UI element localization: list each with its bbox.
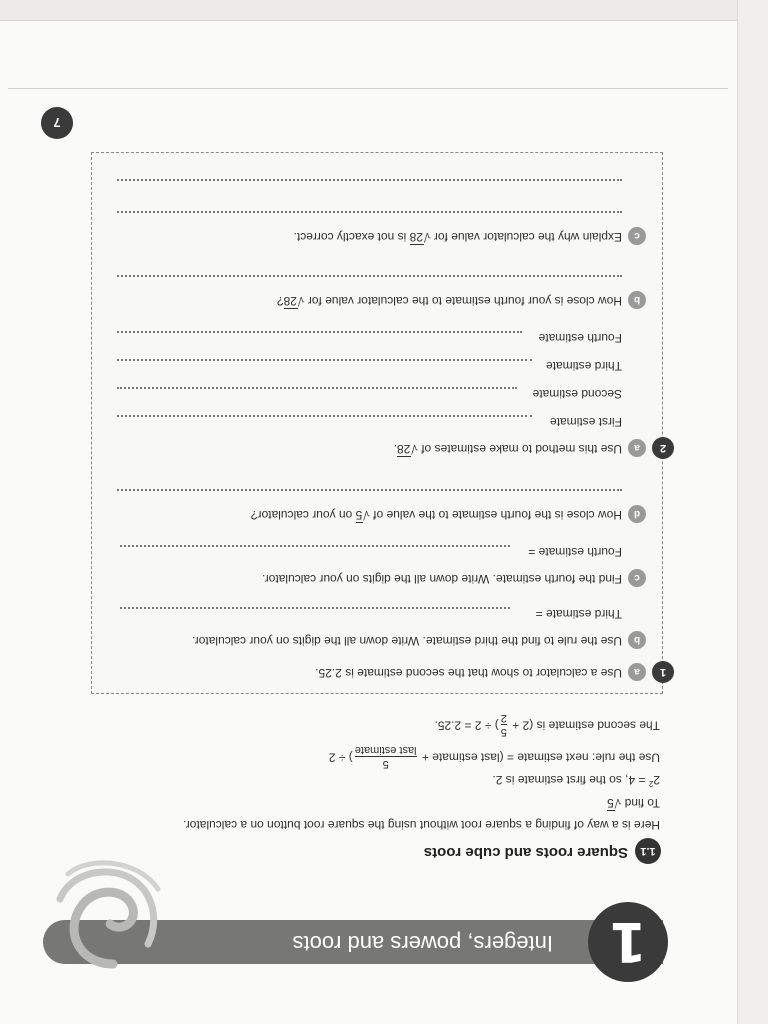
q1b-answer-label: Third estimate =	[535, 607, 622, 621]
q2b-pre: How close is your fourth estimate to the calculator value for	[304, 294, 622, 308]
question-1-badge: 1	[652, 661, 674, 683]
section-number-badge: 1.1	[635, 838, 661, 864]
q2a-badge: a	[628, 439, 646, 457]
exercise-box	[91, 152, 667, 694]
second-fraction	[501, 711, 507, 738]
rule-close: ) ÷ 2	[328, 750, 353, 765]
q1c-text: Find the fourth estimate. Write down all the digits on your calculator.	[262, 572, 622, 586]
fourth-estimate-label: Fourth estimate	[538, 331, 622, 345]
rule-line	[329, 743, 660, 770]
q1d-answer-line[interactable]	[117, 489, 622, 491]
first-est-power: 2	[648, 779, 654, 788]
q1c-badge: c	[628, 569, 646, 587]
swirl-decoration-icon	[48, 854, 178, 984]
section-title: Square roots and cube roots	[423, 844, 628, 861]
radical-sign: √	[423, 230, 431, 244]
radical-sign: √	[614, 796, 622, 810]
q2a-text	[394, 442, 622, 456]
radical-sign: √	[363, 508, 370, 522]
radical-sign: √	[411, 442, 418, 456]
radical-sign: √	[297, 294, 305, 308]
q1c-answer-line[interactable]	[120, 545, 510, 547]
rule-numerator: 5	[355, 756, 417, 770]
q1b-badge: b	[628, 631, 646, 649]
q2a-root: 28	[396, 442, 411, 456]
second-estimate-line[interactable]	[117, 387, 517, 389]
intro-line: Here is a way of finding a square root without using the square root button on a calculator.	[183, 818, 660, 832]
footer-rule	[8, 88, 728, 89]
second-estimate-line	[434, 711, 660, 738]
q1d-root: 5	[355, 508, 363, 522]
second-estimate-label: Second estimate	[532, 387, 622, 401]
first-est-base: 2	[653, 773, 660, 787]
second-open: (2 +	[508, 718, 534, 733]
third-estimate-label: Third estimate	[545, 359, 622, 373]
fourth-estimate-line[interactable]	[117, 331, 522, 333]
q2a-post: .	[393, 442, 397, 456]
first-estimate-line	[492, 773, 660, 788]
q2c-post: is not exactly correct.	[293, 230, 410, 244]
q1d-post: on your calculator?	[250, 508, 356, 522]
first-estimate-line[interactable]	[117, 415, 532, 417]
q2c-answer-line-2[interactable]	[117, 179, 622, 181]
q2a-pre: Use this method to make estimates of	[417, 442, 622, 456]
q2c-pre: Explain why the calculator value for	[430, 230, 622, 244]
q1d-badge: d	[628, 505, 646, 523]
q2b-text	[277, 294, 622, 308]
second-denominator: 2	[500, 712, 507, 724]
q1b-text: Use the rule to find the third estimate. Write down all the digits on your calculator.	[192, 634, 622, 648]
q2b-root: 28	[283, 294, 297, 308]
find-root-line	[607, 796, 660, 810]
find-prefix: To find	[621, 796, 660, 810]
q2c-root: 28	[409, 230, 423, 244]
q1d-text	[251, 508, 622, 522]
second-prefix: The second estimate is	[533, 718, 660, 733]
second-numerator: 5	[500, 726, 507, 738]
q1c-answer-label: Fourth estimate =	[528, 545, 622, 559]
q2c-text	[294, 230, 622, 244]
question-2-badge: 2	[652, 437, 674, 459]
rule-denominator: last estimate	[354, 744, 417, 756]
rule-fraction	[355, 743, 417, 770]
q2c-badge: c	[628, 227, 646, 245]
find-root-value: 5	[607, 796, 614, 810]
second-close: ) ÷ 2 = 2.25.	[434, 718, 499, 733]
q1b-answer-line[interactable]	[120, 607, 510, 609]
q2b-badge: b	[628, 291, 646, 309]
q2b-answer-line[interactable]	[117, 275, 622, 277]
rule-prefix: Use the rule: next estimate =	[503, 750, 660, 765]
q1a-badge: a	[628, 663, 646, 681]
chapter-title: Integers, powers and roots	[292, 931, 553, 956]
q2c-answer-line-1[interactable]	[117, 211, 622, 213]
q1a-text: Use a calculator to show that the second estimate is 2.25.	[315, 666, 622, 680]
chapter-number-badge: 1	[588, 902, 668, 982]
first-est-text: = 4, so the first estimate is 2.	[492, 773, 649, 787]
rule-open: (last estimate +	[418, 750, 504, 765]
q2b-post: ?	[276, 294, 284, 308]
q1d-pre: How close is the fourth estimate to the value of	[369, 508, 622, 522]
first-estimate-label: First estimate	[549, 415, 622, 429]
page-number-badge: 7	[41, 107, 73, 139]
third-estimate-line[interactable]	[117, 359, 532, 361]
